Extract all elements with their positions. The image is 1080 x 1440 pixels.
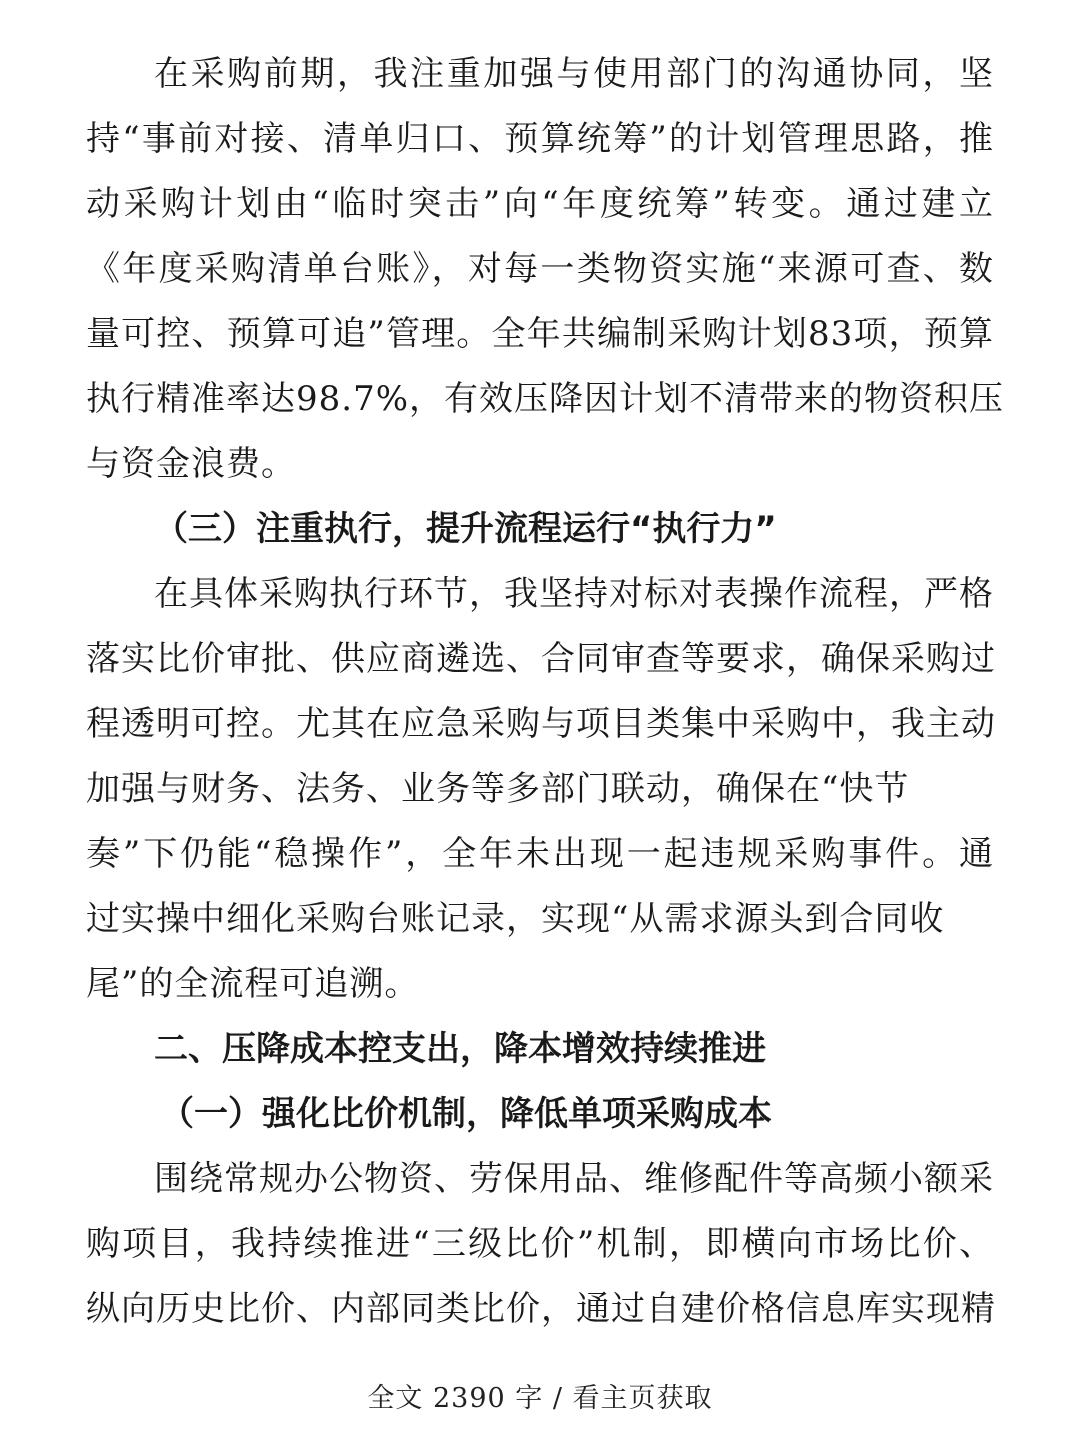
text-line: 奏”下仍能“稳操作”，全年未出现一起违规采购事件。通 xyxy=(86,834,994,874)
text-line: 动采购计划由“临时突击”向“年度统筹”转变。通过建立 xyxy=(86,184,994,224)
section-heading-execution: （三）注重执行，提升流程运行“执行力” xyxy=(154,509,777,549)
text-line: 围绕常规办公物资、劳保用品、维修配件等高频小额采 xyxy=(154,1159,994,1199)
text-line: 尾”的全流程可追溯。 xyxy=(86,964,420,1004)
text-line: 落实比价审批、供应商遴选、合同审查等要求，确保采购过 xyxy=(86,639,996,679)
paragraph-procurement-execution xyxy=(86,562,994,1017)
text-line: 加强与财务、法务、业务等多部门联动，确保在“快节 xyxy=(86,769,910,809)
chapter-heading-cost-reduction: 二、压降成本控支出，降本增效持续推进 xyxy=(154,1029,766,1069)
text-line: 持“事前对接、清单归口、预算统筹”的计划管理思路，推 xyxy=(86,119,994,159)
text-line: 与资金浪费。 xyxy=(86,444,296,484)
text-line: 量可控、预算可追”管理。全年共编制采购计划83项，预算 xyxy=(86,314,994,354)
text-line: 购项目，我持续推进“三级比价”机制，即横向市场比价、 xyxy=(86,1224,994,1264)
footer-note: 全文 2390 字 / 看主页获取 xyxy=(367,1383,713,1414)
section-heading-price-comparison: （一）强化比价机制，降低单项采购成本 xyxy=(160,1094,772,1134)
text-line: 在采购前期，我注重加强与使用部门的沟通协同，坚 xyxy=(154,54,994,94)
text-line: 在具体采购执行环节，我坚持对标对表操作流程，严格 xyxy=(154,574,994,614)
text-line: 《年度采购清单台账》，对每一类物资实施“来源可查、数 xyxy=(86,249,994,289)
document-body xyxy=(86,42,1005,1342)
text-line: 过实操中细化采购台账记录，实现“从需求源头到合同收 xyxy=(86,899,945,939)
text-line: 执行精准率达98.7%，有效压降因计划不清带来的物资积压 xyxy=(86,379,1005,419)
paragraph-price-comparison xyxy=(86,1147,994,1342)
paragraph-procurement-planning xyxy=(86,42,1005,497)
text-line: 纵向历史比价、内部同类比价，通过自建价格信息库实现精 xyxy=(86,1289,996,1329)
text-line: 程透明可控。尤其在应急采购与项目类集中采购中，我主动 xyxy=(86,704,996,744)
